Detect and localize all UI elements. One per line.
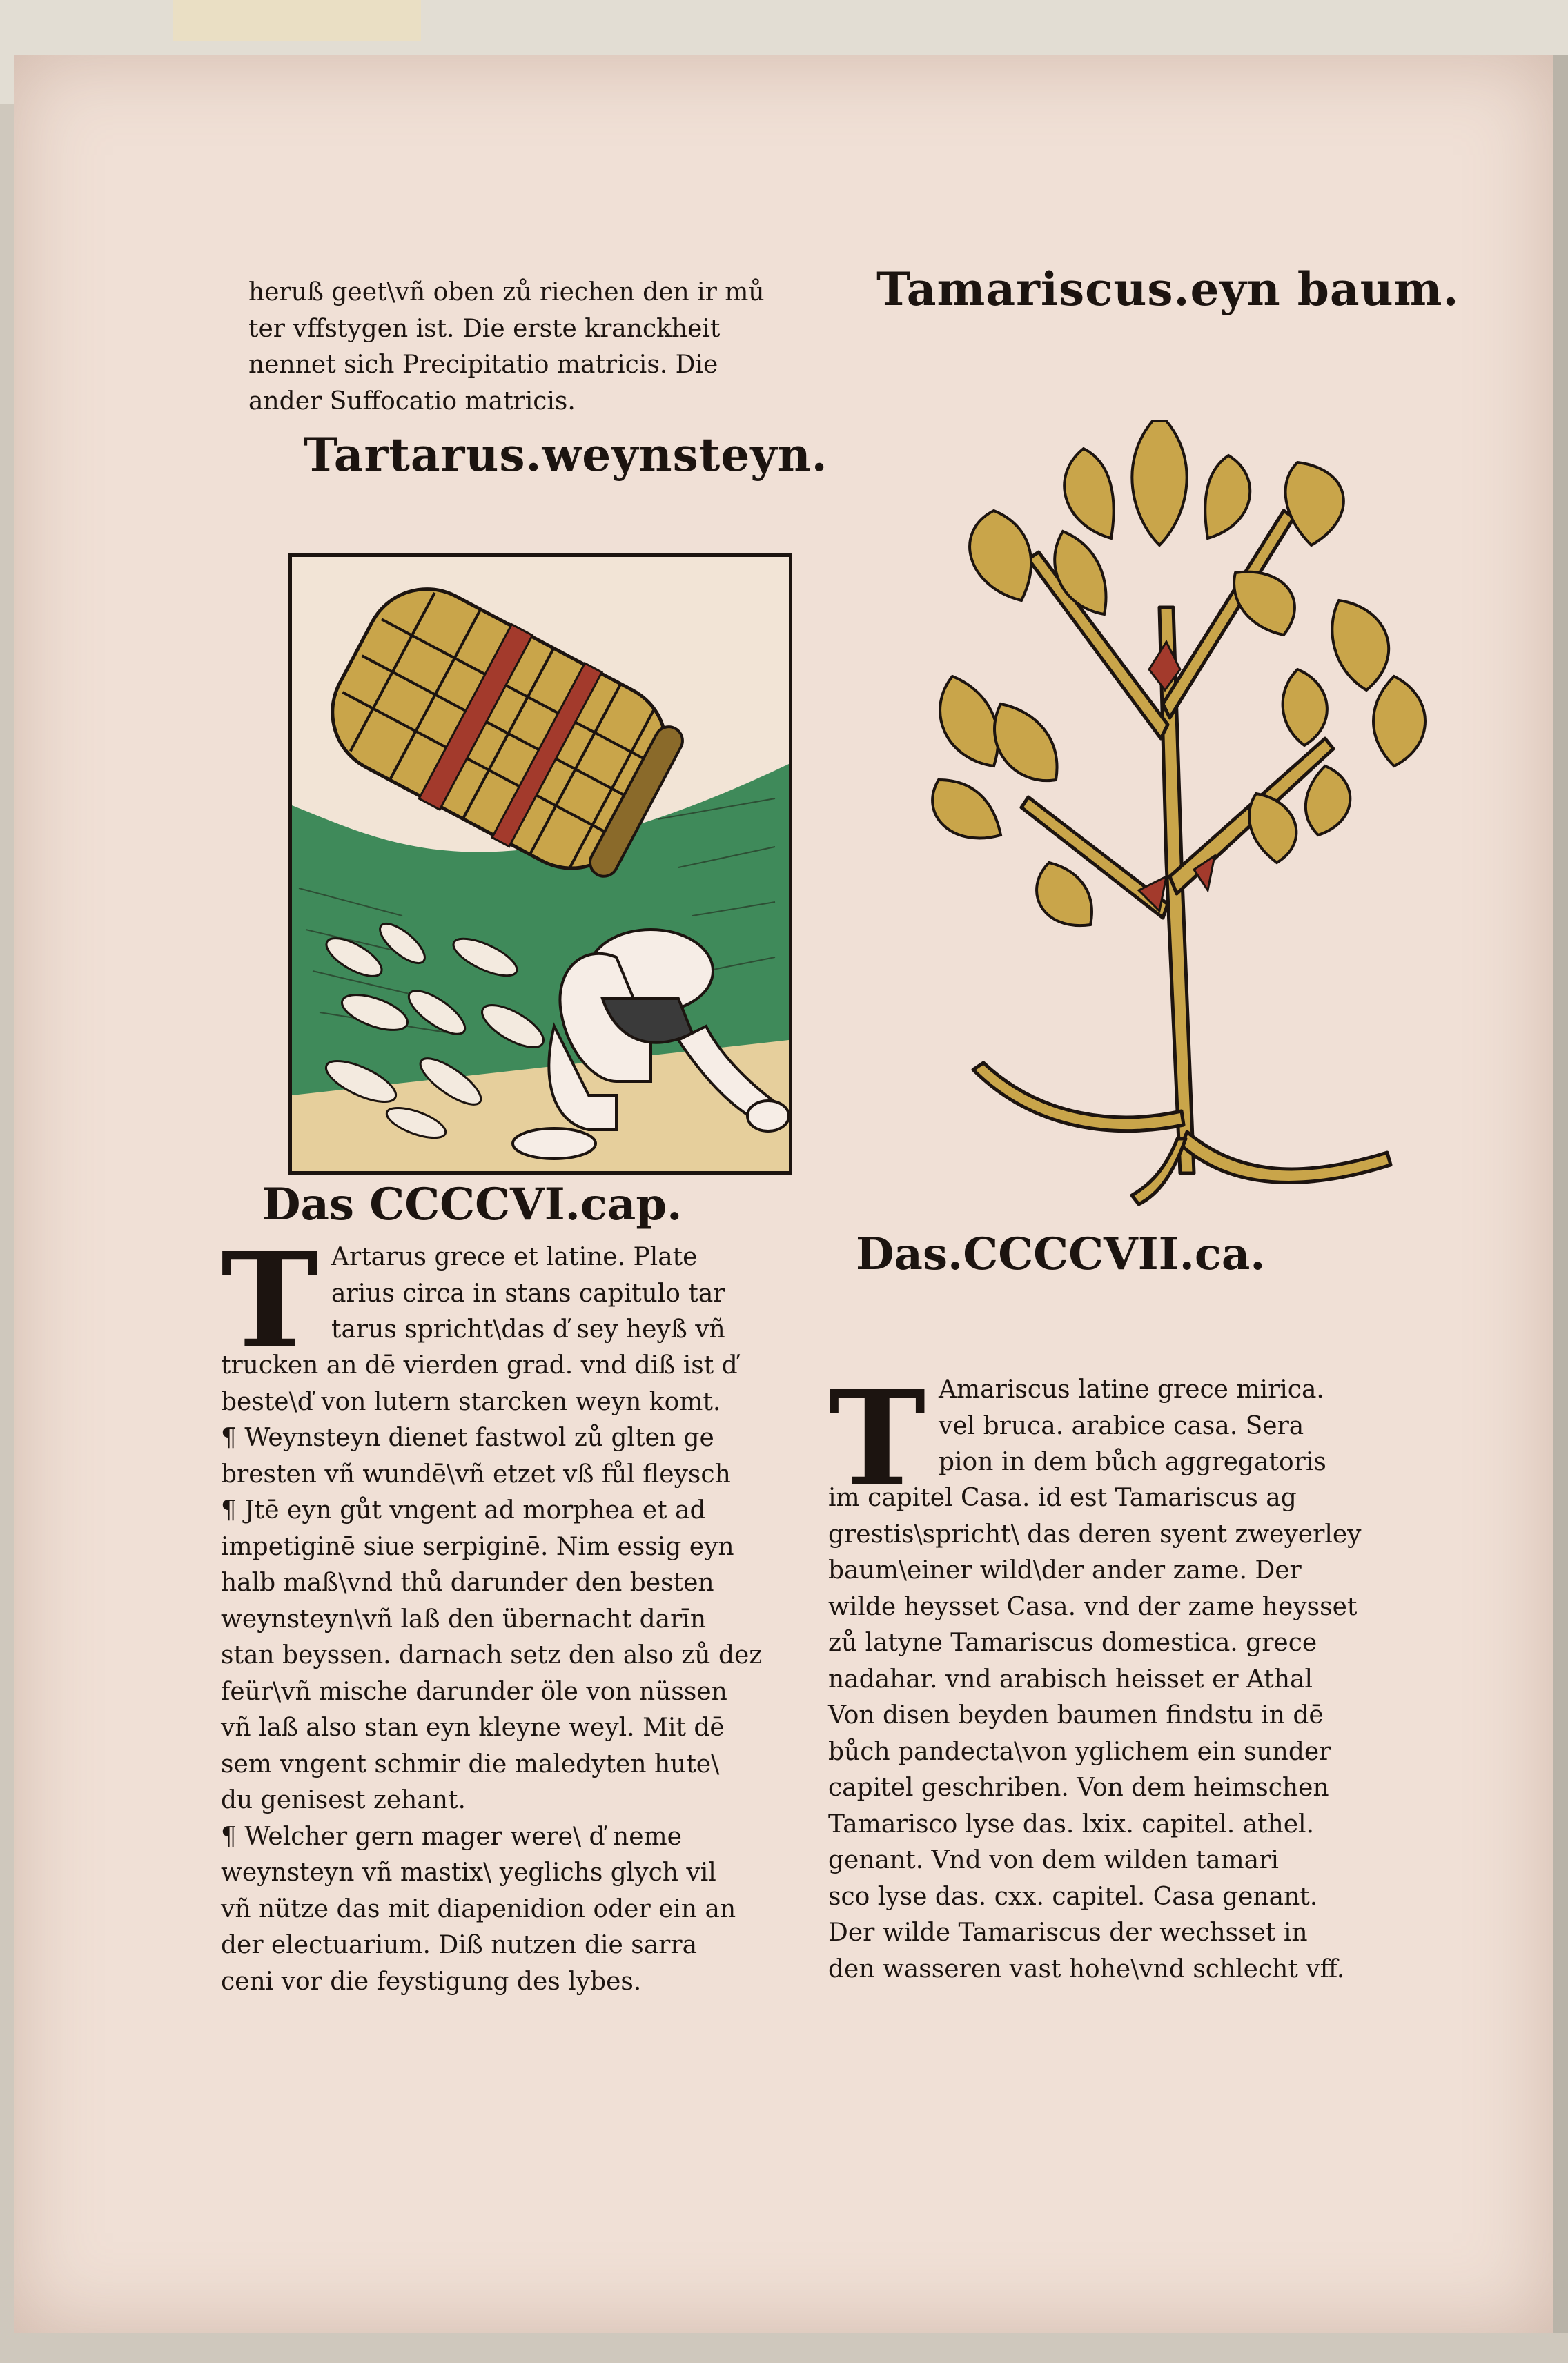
body-line: bůch pandecta\von yglichem ein sunder — [828, 1737, 1331, 1766]
barrel-figure-image — [292, 557, 789, 1171]
tamarisk-plant-illustration — [911, 380, 1449, 1208]
right-body-indented — [939, 1372, 1326, 1481]
right-section-title: Tamariscus.eyn baum. — [876, 262, 1460, 316]
left-body-indented — [331, 1239, 725, 1349]
body-line: du genisest zehant. — [221, 1786, 466, 1814]
body-line: capitel geschriben. Von dem heimschen — [828, 1774, 1329, 1802]
body-line: feür\vñ mische darunder öle von nüssen — [221, 1677, 727, 1706]
body-line: ¶ Jtē eyn gůt vngent ad morphea et ad — [221, 1496, 706, 1524]
body-line: tarus spricht\das ď sey heyß vñ — [331, 1315, 725, 1344]
left-intro-text — [248, 275, 765, 420]
body-line: zů latyne Tamariscus domestica. grece — [828, 1629, 1317, 1657]
left-section-title: Tartarus.weynsteyn. — [304, 428, 828, 482]
right-body-text — [828, 1480, 1361, 1988]
body-line: vñ nütze das mit diapenidion oder ein an — [221, 1894, 736, 1923]
body-line: Artarus grece et latine. Plate — [331, 1243, 698, 1271]
body-line: vñ laß also stan eyn kleyne weyl. Mit dē — [221, 1714, 725, 1742]
body-line: weynsteyn\vñ laß den übernacht darīn — [221, 1605, 707, 1634]
body-line: der electuarium. Diß nutzen die sarra — [221, 1931, 698, 1959]
body-line: trucken an dē vierden grad. vnd diß ist ď — [221, 1351, 738, 1380]
left-chapter-heading: Das CCCCVI.cap. — [262, 1179, 683, 1230]
body-line: ¶ Weynsteyn dienet fastwol zů glten ge — [221, 1424, 714, 1452]
left-drop-cap: T — [221, 1224, 319, 1377]
body-line: pion in dem bůch aggregatoris — [939, 1448, 1326, 1476]
body-line: baum\einer wild\der ander zame. Der — [828, 1556, 1302, 1585]
intro-line: ter vffstygen ist. Die erste kranckheit — [248, 314, 721, 343]
body-line: vel bruca. arabice casa. Sera — [939, 1411, 1304, 1440]
intro-line: nennet sich Precipitatio matricis. Die — [248, 351, 718, 379]
intro-line: ander Suffocatio matricis. — [248, 386, 576, 415]
body-line: bresten vñ wundē\vñ etzet vß fůl fleysch — [221, 1460, 731, 1489]
body-line: sco lyse das. cxx. capitel. Casa genant. — [828, 1882, 1318, 1911]
body-line: nadahar. vnd arabisch heisset er Athal — [828, 1665, 1313, 1694]
body-line: grestis\spricht\ das deren syent zweyerley — [828, 1520, 1362, 1549]
page-edge-shadow — [1553, 55, 1568, 2333]
body-line: arius circa in stans capitulo tar — [331, 1279, 725, 1308]
body-line: wilde heysset Casa. vnd der zame heysset — [828, 1592, 1358, 1621]
body-line: halb maß\vnd thů darunder den besten — [221, 1569, 714, 1597]
body-line: weynsteyn vñ mastix\ yeglichs glych vil — [221, 1859, 716, 1887]
body-line: beste\ď von lutern starcken weyn komt. — [221, 1387, 721, 1416]
left-body-text — [221, 1348, 762, 2000]
intro-line: heruß geet\vñ oben zů riechen den ir mů — [248, 278, 765, 306]
body-line: sem vngent schmir die maledyten hute\ — [221, 1749, 720, 1778]
book-page — [14, 55, 1553, 2333]
body-line: ¶ Welcher gern mager were\ ď neme — [221, 1822, 682, 1851]
body-line: Tamarisco lyse das. lxix. capitel. athel. — [828, 1810, 1314, 1839]
paper-tab — [173, 0, 421, 41]
body-line: impetiginē siue serpiginē. Nim essig eyn — [221, 1532, 734, 1561]
right-chapter-heading: Das.CCCCVII.ca. — [856, 1228, 1266, 1280]
body-line: stan beyssen. darnach setz den also zů dez — [221, 1641, 763, 1669]
body-line: genant. Vnd von dem wilden tamari — [828, 1846, 1279, 1874]
body-line: im capitel Casa. id est Tamariscus ag — [828, 1484, 1297, 1512]
body-line: Amariscus latine grece mirica. — [939, 1375, 1324, 1404]
body-line: Von disen beyden baumen findstu in dē — [828, 1701, 1324, 1729]
right-drop-cap: T — [828, 1362, 926, 1516]
barrel-woodcut-illustration — [288, 553, 792, 1175]
body-line: Der wilde Tamariscus der wechsset in — [828, 1919, 1308, 1947]
body-line: ceni vor die feystigung des lybes. — [221, 1967, 642, 1996]
body-line: den wasseren vast hohe\vnd schlecht vff. — [828, 1954, 1345, 1983]
